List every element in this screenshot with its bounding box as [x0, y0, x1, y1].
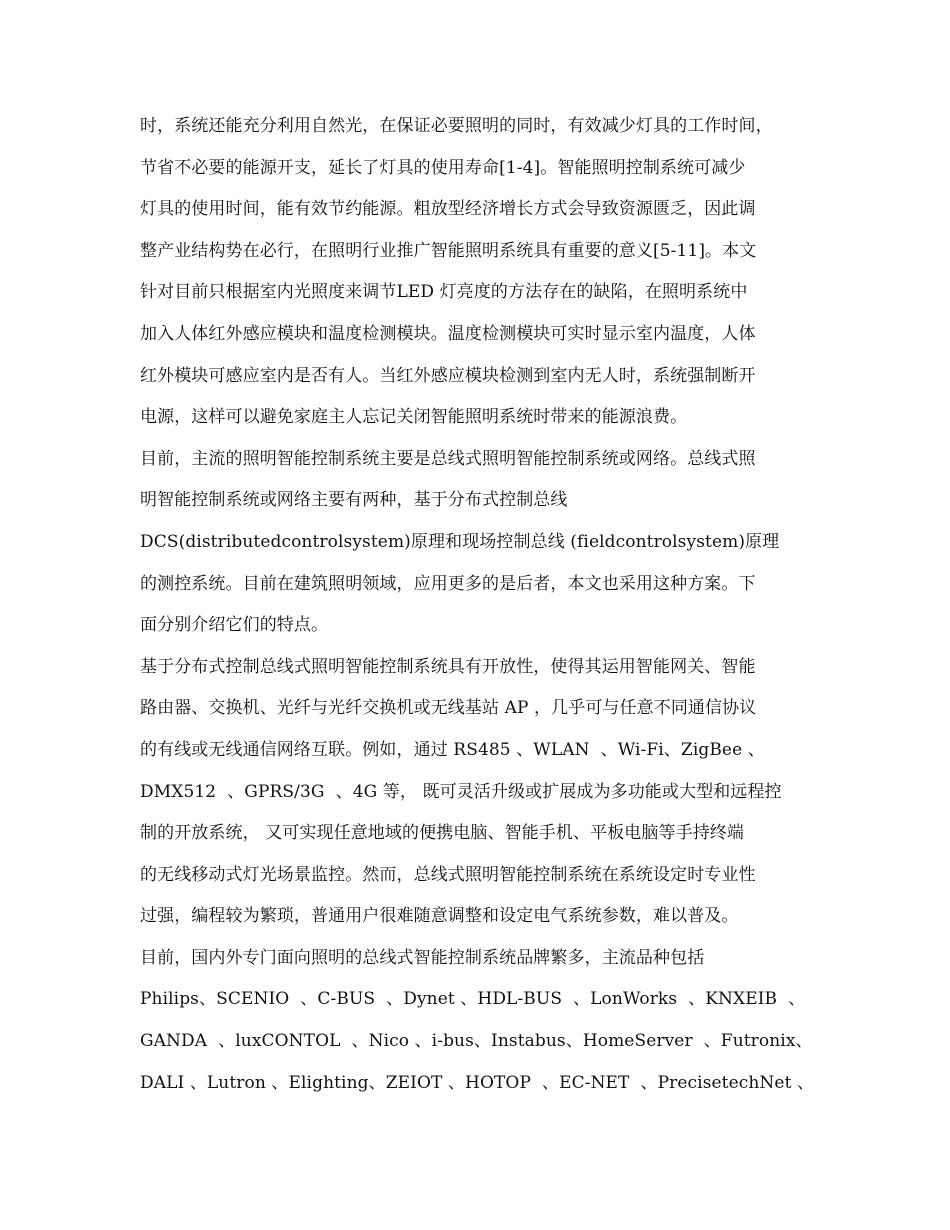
text-line: DMX512 、GPRS/3G 、4G 等， 既可灵活升级或扩展成为多功能或大型和远程控 [140, 781, 782, 802]
text-line: 整产业结构势在必行，在照明行业推广智能照明系统具有重要的意义[5-11]。本文 [140, 240, 757, 261]
text-line: 制的开放系统， 又可实现任意地域的便携电脑、智能手机、平板电脑等手持终端 [140, 823, 745, 844]
text-line: 针对目前只根据室内光照度来调节LED 灯亮度的方法存在的缺陷，在照明系统中 [140, 282, 748, 303]
text-line: DALI 、Lutron 、Elighting、ZEIOT 、HOTOP 、EC-NET 、PrecisetechNet 、 [140, 1072, 815, 1093]
text-line: 的测控系统。目前在建筑照明领域，应用更多的是后者，本文也采用这种方案。下 [140, 573, 756, 594]
text-line: 节省不必要的能源开支，延长了灯具的使用寿命[1-4]。智能照明控制系统可减少 [140, 157, 746, 178]
text-line: GANDA 、luxCONTOL 、Nico 、i-bus、Instabus、HomeServer 、Futronix、 [140, 1031, 813, 1052]
text-line: 时，系统还能充分利用自然光，在保证必要照明的同时，有效减少灯具的工作时间， [140, 116, 773, 136]
text-line: DCS(distributedcontrolsystem)原理和现场控制总线 (fieldcontrolsystem)原理 [140, 531, 780, 552]
text-line: 过强，编程较为繁琐，普通用户很难随意调整和设定电气系统参数，难以普及。 [140, 906, 739, 927]
text-line: 的有线或无线通信网络互联。例如，通过 RS485 、WLAN 、Wi-Fi、ZigBee 、 [140, 739, 765, 760]
text-line: 明智能控制系统或网络主要有两种，基于分布式控制总线 [140, 490, 568, 511]
text-line: 面分别介绍它们的特点。 [140, 615, 329, 636]
text-line: 目前，国内外专门面向照明的总线式智能控制系统品牌繁多，主流品种包括 [140, 947, 705, 968]
text-line: 路由器、交换机、光纤与光纤交换机或无线基站 AP ，几乎可与任意不同通信协议 [140, 698, 757, 719]
text-line: 目前，主流的照明智能控制系统主要是总线式照明智能控制系统或网络。总线式照 [140, 448, 756, 469]
text-line: 电源，这样可以避免家庭主人忘记关闭智能照明系统时带来的能源浪费。 [140, 407, 688, 428]
text-line: 的无线移动式灯光场景监控。然而，总线式照明智能控制系统在系统设定时专业性 [140, 864, 756, 885]
text-line: 红外模块可感应室内是否有人。当红外感应模块检测到室内无人时，系统强制断开 [140, 365, 756, 386]
text-line: 基于分布式控制总线式照明智能控制系统具有开放性，使得其运用智能网关、智能 [140, 656, 756, 677]
text-line: 灯具的使用时间，能有效节约能源。粗放型经济增长方式会导致资源匮乏，因此调 [140, 199, 756, 220]
text-line: Philips、SCENIO 、C-BUS 、Dynet 、HDL-BUS 、LonWorks 、KNXEIB 、 [140, 989, 806, 1010]
body-text [140, 112, 830, 1110]
text-line: 加入人体红外感应模块和温度检测模块。温度检测模块可实时显示室内温度，人体 [140, 323, 756, 344]
